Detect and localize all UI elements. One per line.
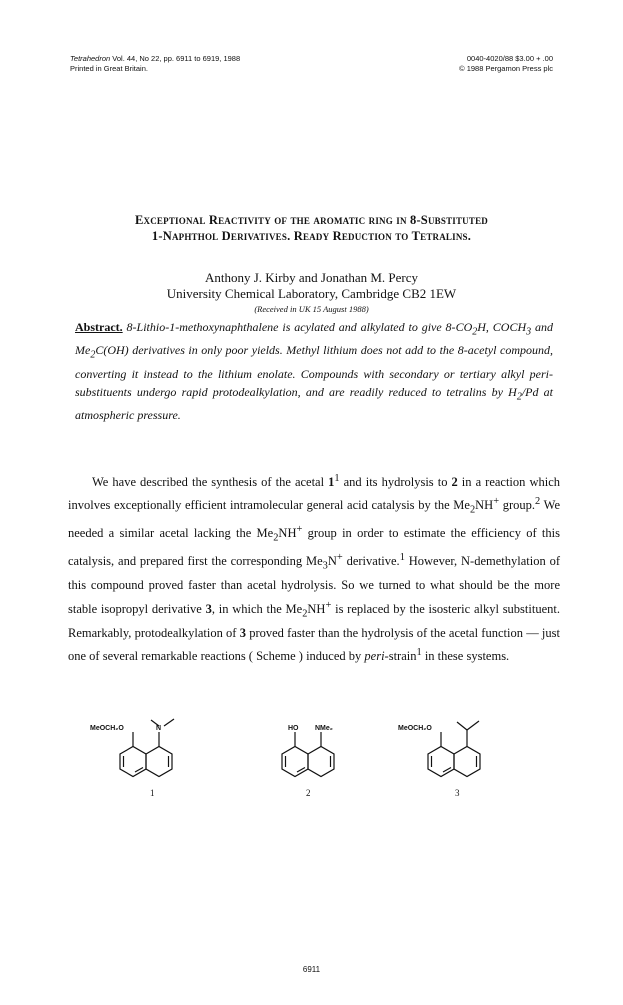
compound-3-number: 3	[455, 788, 460, 798]
running-header-right	[459, 54, 553, 74]
c3-substituent-label: MeOCH₂O	[398, 725, 432, 732]
received-date: (Received in UK 15 August 1988)	[254, 304, 369, 314]
abstract: Abstract. 8-Lithio-1-methoxynaphthalene is acylated and alkylated to give $8-CO_2H$, $COCH_3$ and $Me_2C(OH)$ derivatives in only poor yields. Methyl lithium does not add to the 8-acetyl compound, converting it instead to the lithium enolate. Compounds with secondary or tertiary alkyl peri-substituents undergo rapid protodealkylation, and are readily reduced to tetralins by $H_2/Pd$ at atmospheric pressure.	[75, 320, 553, 423]
title-line-2: 1-Naphthol Derivatives. Ready Reduction to Tetralins.	[151, 229, 472, 243]
compound-3-structure	[428, 721, 480, 777]
title-line-1: Exceptional Reactivity of the aromatic ring in 8-Substituted	[135, 213, 488, 227]
author-block	[50, 270, 573, 302]
c2-nme2-label: NMe₂	[315, 725, 333, 732]
compound-2-structure	[282, 732, 334, 777]
c1-substituent-label: MeOCH₂O	[90, 725, 124, 732]
page-number: 6911	[302, 965, 321, 974]
author-names: Anthony J. Kirby and Jonathan M. Percy	[204, 270, 419, 285]
abstract-label: Abstract.	[75, 320, 123, 334]
printed-in: Printed in Great Britain.	[70, 64, 148, 73]
chemical-structures	[60, 708, 560, 818]
running-header-left	[70, 54, 240, 74]
affiliation: University Chemical Laboratory, Cambridge CB2 1EW	[166, 286, 457, 301]
compound-1-structure	[120, 719, 174, 777]
c2-ho-label: HO	[288, 725, 299, 732]
c1-n-label: N	[156, 725, 162, 732]
structures-figure	[60, 708, 560, 818]
compound-2-number: 2	[306, 788, 311, 798]
body-paragraph: We have described the synthesis of the acetal $1^1$ and its hydrolysis to 2 in a reaction which involves exceptionally efficient intramolecular general acid catalysis by the $Me_2NH^+$ group.$^2$ We needed a similar acetal lacking the $Me_2NH^+$ group in order to estimate the efficiency of this catalysis, and prepared first the corresponding $Me_3N^+$ derivative.$^1$ However, N-demethylation of this compound proved faster than acetal hydrolysis. So we turned to what should be the more stable isopropyl derivative 3, in which the $Me_2NH^+$ is replaced by the isosteric alkyl substituent. Remarkably, protodealkylation of 3 proved faster than the hydrolysis of the acetal function — just one of several remarkable reactions ( Scheme ) induced by peri-strain$^1$ in these systems.	[68, 473, 561, 664]
paper-title	[50, 212, 573, 244]
copyright: © 1988 Pergamon Press plc	[459, 64, 553, 73]
issn-price: 0040-4020/88 $3.00 + .00	[466, 54, 553, 63]
journal-name: Tetrahedron	[70, 54, 111, 63]
citation: Vol. 44, No 22, pp. 6911 to 6919, 1988	[112, 54, 241, 63]
compound-1-number: 1	[150, 788, 155, 798]
